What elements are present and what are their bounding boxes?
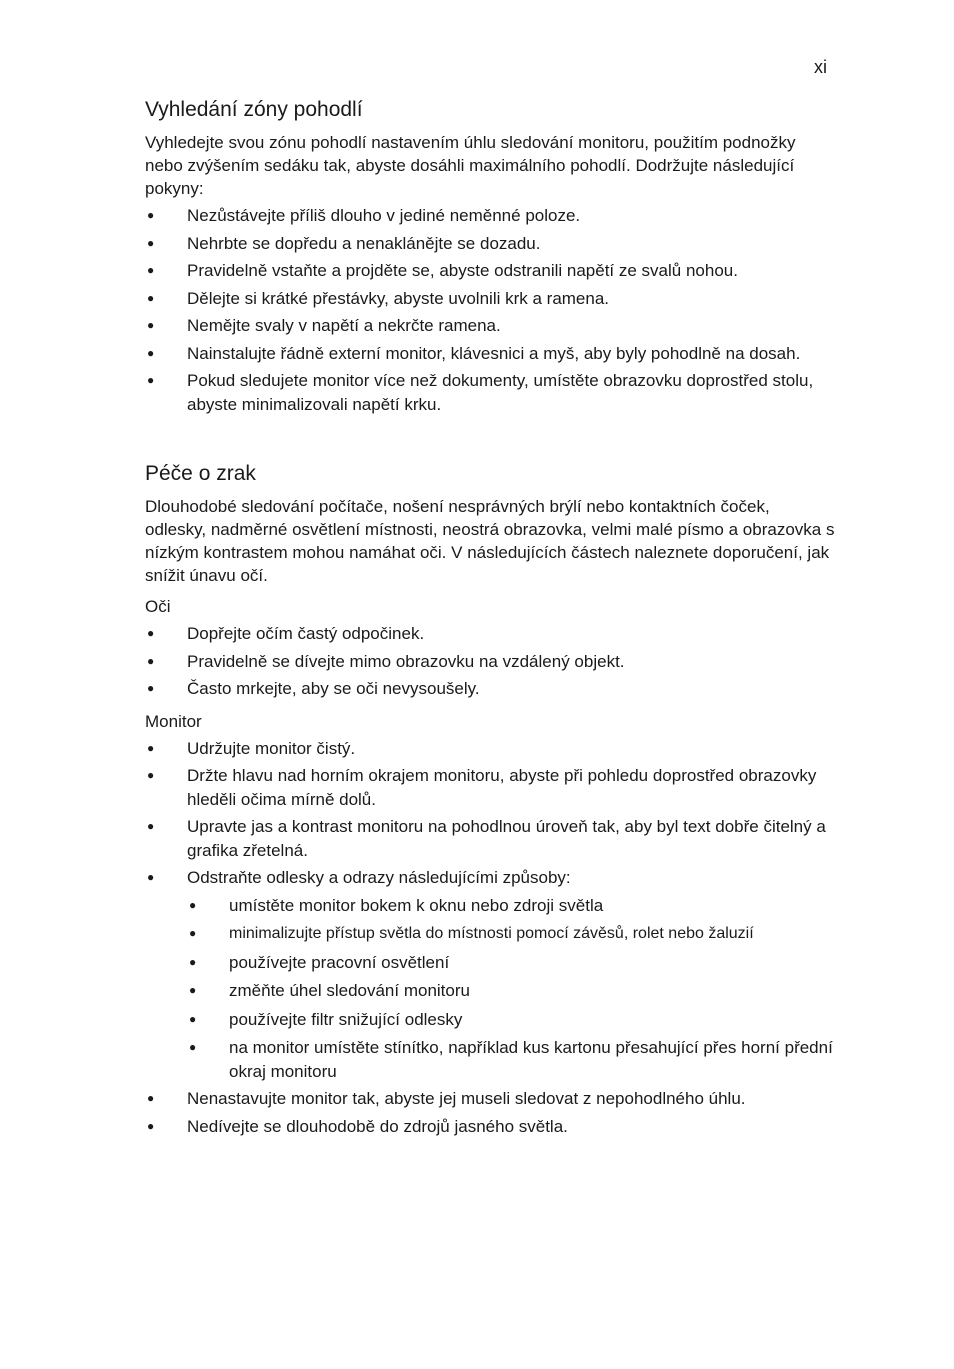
monitor-subheading: Monitor (145, 711, 202, 731)
list-item: ● Nedívejte se dlouhodobě do zdrojů jasného světla. (145, 1115, 835, 1139)
list-item: ● umístěte monitor bokem k oknu nebo zdroji světla (187, 894, 835, 918)
comfort-zone-intro: Vyhledejte svou zónu pohodlí nastavením úhlu sledování monitoru, použitím podnožky nebo zvýšením sedáku tak, abyste dosáhli maximálního pohodlí. Dodržujte následující pokyny: (145, 133, 796, 198)
eye-care-title: Péče o zrak (145, 462, 256, 485)
glare-list (187, 894, 835, 1084)
list-item: ● Nehrbte se dopředu a nenaklánějte se dozadu. (145, 232, 835, 256)
list-item: ● Nemějte svaly v napětí a nekrčte ramena. (145, 314, 835, 338)
comfort-zone-section (145, 97, 835, 416)
list-item: ● používejte filtr snižující odlesky (187, 1008, 835, 1032)
comfort-zone-list (145, 204, 835, 416)
list-item: ● Nezůstávejte příliš dlouho v jediné neměnné poloze. (145, 204, 835, 228)
list-item: ● Pokud sledujete monitor více než dokumenty, umístěte obrazovku doprostřed stolu, abyste minimalizovali napětí krku. (145, 369, 835, 416)
list-item: ● Dopřejte očím častý odpočinek. (145, 622, 835, 646)
monitor-list (145, 737, 835, 890)
list-item: ● změňte úhel sledování monitoru (187, 979, 835, 1003)
list-item: ● Často mrkejte, aby se oči nevysoušely. (145, 677, 835, 701)
list-item: ● Udržujte monitor čistý. (145, 737, 835, 761)
list-item: ● Dělejte si krátké přestávky, abyste uvolnili krk a ramena. (145, 287, 835, 311)
list-item: ● Upravte jas a kontrast monitoru na pohodlnou úroveň tak, aby byl text dobře čitelný a grafika zřetelná. (145, 815, 835, 862)
eye-care-intro: Dlouhodobé sledování počítače, nošení nesprávných brýlí nebo kontaktních čoček, odlesky, nadměrné osvětlení místnosti, neostrá obrazovka, velmi malé písmo a obrazovka s nízkým kontrastem mohou namáhat oči. V následujících částech naleznete doporučení, jak snížit únavu očí. (145, 497, 835, 585)
monitor-list-continued (145, 1087, 835, 1138)
list-item: ● Odstraňte odlesky a odrazy následujícími způsoby: (145, 866, 835, 890)
list-item: ● Držte hlavu nad horním okrajem monitoru, abyste při pohledu doprostřed obrazovky hleděli očima mírně dolů. (145, 764, 835, 811)
list-item: ● Pravidelně vstaňte a projděte se, abyste odstranili napětí ze svalů nohou. (145, 259, 835, 283)
list-item: ● Nainstalujte řádně externí monitor, klávesnici a myš, aby byly pohodlně na dosah. (145, 342, 835, 366)
list-item: ● minimalizujte přístup světla do místnosti pomocí závěsů, rolet nebo žaluzií (187, 922, 835, 946)
list-item: ● Pravidelně se dívejte mimo obrazovku na vzdálený objekt. (145, 650, 835, 674)
eyes-list (145, 622, 835, 701)
eye-care-section (145, 461, 835, 1138)
page-number: xi (814, 57, 827, 77)
comfort-zone-title: Vyhledání zóny pohodlí (145, 98, 363, 121)
eyes-subheading: Oči (145, 597, 171, 616)
list-item: ● používejte pracovní osvětlení (187, 951, 835, 975)
list-item: ● Nenastavujte monitor tak, abyste jej museli sledovat z nepohodlného úhlu. (145, 1087, 835, 1111)
list-item: ● na monitor umístěte stínítko, například kus kartonu přesahující přes horní přední okraj monitoru (187, 1036, 835, 1083)
